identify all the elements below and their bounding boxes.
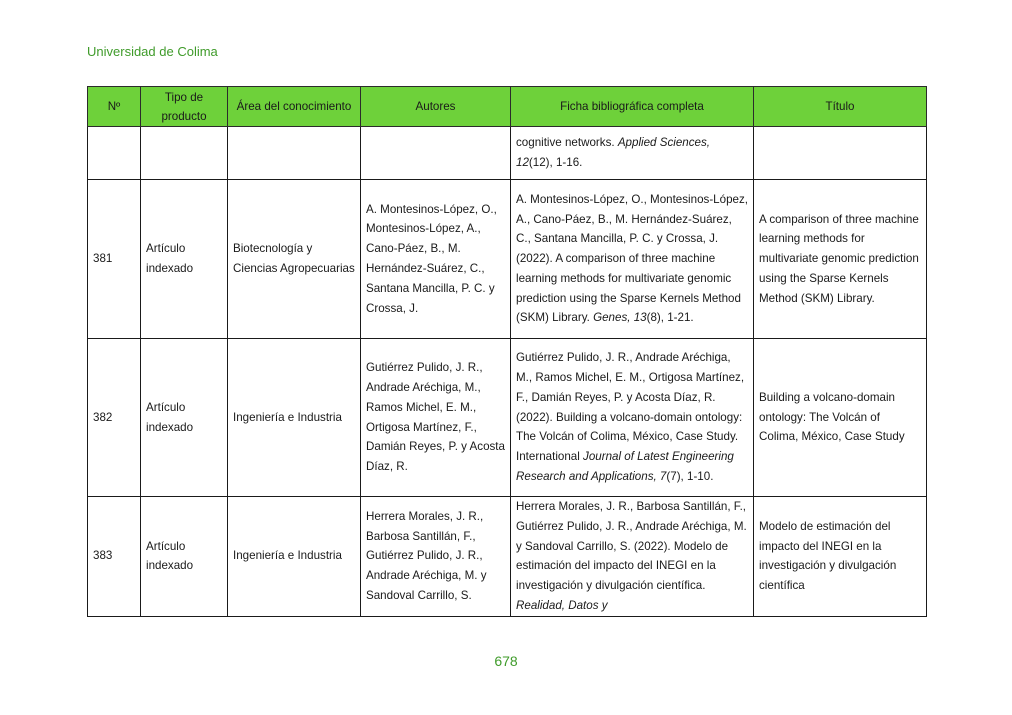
cell-tipo: Artículo indexado <box>141 180 228 339</box>
cell-titulo <box>754 127 927 180</box>
col-header-ficha: Ficha bibliográfica completa <box>511 87 754 127</box>
cell-tipo: Artículo indexado <box>141 339 228 497</box>
cell-titulo: Building a volcano-domain ontology: The Volcán of Colima, México, Case Study <box>754 339 927 497</box>
cell-area: Biotecnología y Ciencias Agropecuarias <box>228 180 361 339</box>
ficha-journal: Genes, 13 <box>593 311 647 325</box>
col-header-num: Nº <box>88 87 141 127</box>
cell-tipo <box>141 127 228 180</box>
ficha-text: A. Montesinos-López, O., Montesinos-López, A., Cano-Páez, B., M. Hernández-Suárez, C., Santana Mancilla, P. C. y Crossa, J. (2022). A comparison of three machine learning methods for multivariate genomic prediction using the Sparse Kernels Method (SKM) Library. <box>516 192 748 325</box>
ficha-issue: (8), 1-21. <box>646 311 694 325</box>
cell-autores: Gutiérrez Pulido, J. R., Andrade Aréchiga, M., Ramos Michel, E. M., Ortigosa Martínez, F., Damián Reyes, P. y Acosta Díaz, R. <box>361 339 511 497</box>
cell-autores: Herrera Morales, J. R., Barbosa Santillán, F., Gutiérrez Pulido, J. R., Andrade Aréchiga, M. y Sandoval Carrillo, S. <box>361 497 511 617</box>
institution-header: Universidad de Colima <box>87 44 218 59</box>
ficha-issue: (12), 1-16. <box>528 156 583 169</box>
cell-num: 381 <box>88 180 141 339</box>
cell-area: Ingeniería e Industria <box>228 339 361 497</box>
ficha-journal: Realidad, Datos y <box>516 598 608 612</box>
cell-num <box>88 127 141 180</box>
bibliography-table <box>87 86 927 617</box>
ficha-journal: Applied Sciences, 12 <box>516 136 710 169</box>
cell-autores: A. Montesinos-López, O., Montesinos-López, A., Cano-Páez, B., M. Hernández-Suárez, C., Santana Mancilla, P. C. y Crossa, J. <box>361 180 511 339</box>
table-row <box>88 180 927 339</box>
ficha-text: cognitive networks. <box>516 136 618 150</box>
table-row <box>88 127 927 180</box>
cell-ficha <box>511 339 754 497</box>
ficha-text: Herrera Morales, J. R., Barbosa Santillán, F., Gutiérrez Pulido, J. R., Andrade Aréchiga, M. y Sandoval Carrillo, S. (2022). Modelo de estimación del impacto del INEGI en la investigación y divulgación científica. <box>516 500 747 593</box>
ficha-issue: (7), 1-10. <box>666 469 714 483</box>
cell-area: Ingeniería e Industria <box>228 497 361 617</box>
col-header-area: Área del conocimiento <box>228 87 361 127</box>
cell-titulo: Modelo de estimación del impacto del INEGI en la investigación y divulgación científica <box>754 497 927 617</box>
ficha-journal: Journal of Latest Engineering Research and Applications, 7 <box>516 450 734 483</box>
ficha-text: Gutiérrez Pulido, J. R., Andrade Aréchiga, M., Ramos Michel, E. M., Ortigosa Martínez, F., Damián Reyes, P. y Acosta Díaz, R. (2022). Building a volcano-domain ontology: The Volcán of Colima, México, Case Study. International <box>516 351 745 464</box>
cell-autores <box>361 127 511 180</box>
table-row <box>88 339 927 497</box>
col-header-titulo: Título <box>754 87 927 127</box>
col-header-tipo: Tipo de producto <box>141 87 228 127</box>
cell-num: 383 <box>88 497 141 617</box>
cell-titulo: A comparison of three machine learning methods for multivariate genomic prediction using the Sparse Kernels Method (SKM) Library. <box>754 180 927 339</box>
cell-ficha <box>511 497 754 617</box>
cell-area <box>228 127 361 180</box>
table-row <box>88 497 927 617</box>
cell-tipo: Artículo indexado <box>141 497 228 617</box>
page-number: 678 <box>494 653 518 669</box>
col-header-autores: Autores <box>361 87 511 127</box>
cell-ficha <box>511 127 754 180</box>
cell-num: 382 <box>88 339 141 497</box>
cell-ficha <box>511 180 754 339</box>
table-header-row <box>88 87 927 127</box>
